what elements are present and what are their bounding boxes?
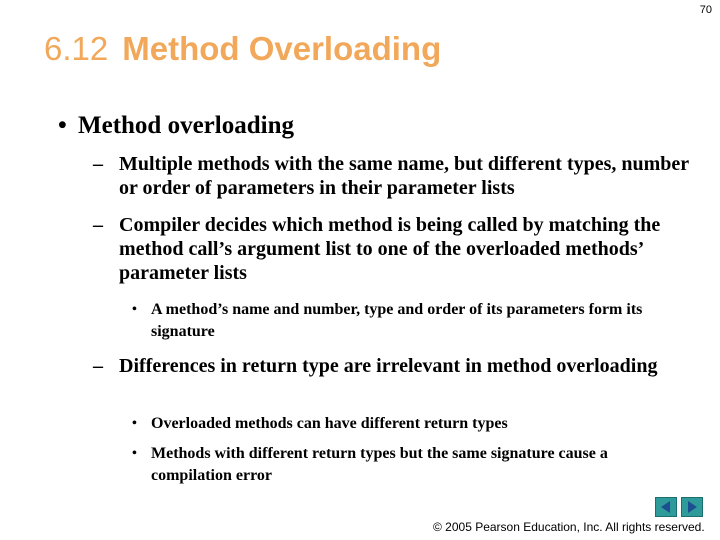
bullet-method-overloading [58, 112, 294, 140]
point-return-types [132, 413, 692, 435]
triangle-right-icon [685, 500, 699, 514]
previous-slide-button[interactable] [655, 497, 677, 517]
dash-marker: – [93, 153, 103, 175]
subbullet-multiple-methods [93, 152, 693, 200]
point-text: Methods with different return types but the same signature cause a compilation error [151, 445, 608, 484]
next-slide-button[interactable] [681, 497, 703, 517]
subbullet-text: Compiler decides which method is being called by matching the method call’s argument list to one of the overloaded methods’ parameter lists [119, 214, 661, 284]
triangle-left-icon [659, 500, 673, 514]
point-text: A method’s name and number, type and order of its parameters form its signature [151, 301, 643, 340]
slide-navigation [655, 497, 703, 517]
bullet-marker: • [132, 446, 137, 461]
dash-marker: – [93, 355, 103, 377]
subbullet-return-type [93, 354, 693, 378]
slide-title [44, 30, 441, 68]
copyright-footer: © 2005 Pearson Education, Inc. All rights reserved. [433, 520, 705, 534]
section-title: Method Overloading [122, 30, 442, 67]
point-compilation-error [132, 443, 692, 487]
bullet-marker: • [58, 112, 67, 139]
slide-number: 70 [699, 4, 712, 16]
point-text: Overloaded methods can have different return types [151, 415, 508, 432]
subbullet-text: Multiple methods with the same name, but different types, number or order of parameters in their parameter lists [119, 153, 689, 199]
bullet-marker: • [132, 302, 137, 317]
point-signature [132, 299, 692, 343]
section-number: 6.12 [44, 30, 109, 67]
subbullet-compiler-decides [93, 213, 693, 285]
subbullet-text: Differences in return type are irrelevant in method overloading [119, 355, 658, 377]
bullet-text: Method overloading [78, 112, 294, 139]
bullet-marker: • [132, 416, 137, 431]
dash-marker: – [93, 214, 103, 236]
